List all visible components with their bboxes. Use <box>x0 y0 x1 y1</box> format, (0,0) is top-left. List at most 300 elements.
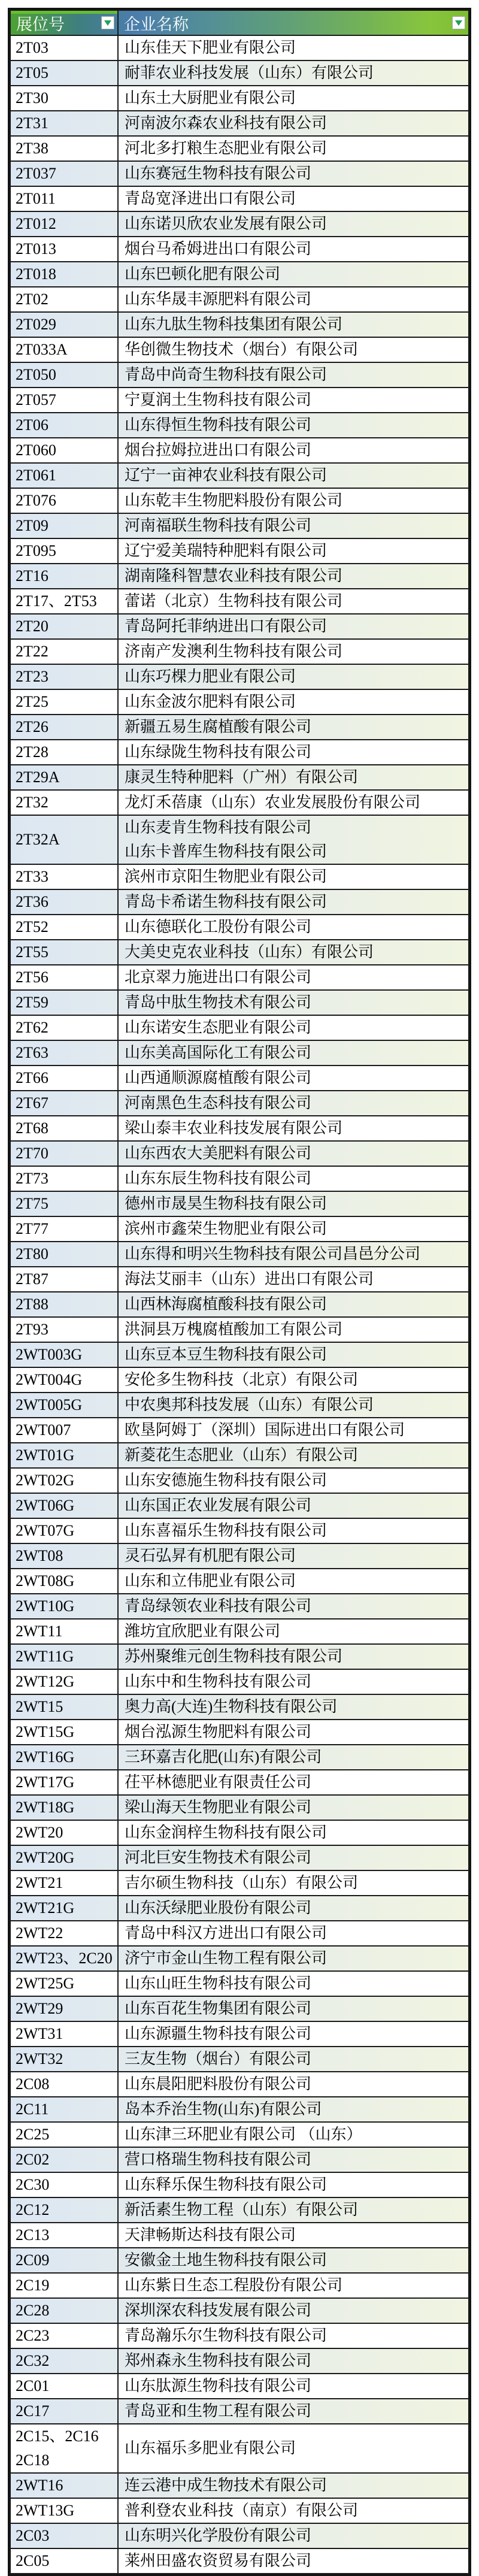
booth-number: 2T057 <box>16 391 56 408</box>
booth-number: 2WT08G <box>16 1572 75 1590</box>
booth-cell <box>10 1116 118 1141</box>
booth-number: 2C28 <box>16 2302 50 2319</box>
booth-cell <box>10 2248 118 2273</box>
company-name: 青岛阿托菲纳进出口有限公司 <box>125 617 328 635</box>
booth-cell <box>10 2072 118 2097</box>
company-cell <box>118 889 469 915</box>
company-cell <box>118 2223 469 2248</box>
booth-number: 2C15、2C16 <box>16 2427 99 2445</box>
company-name: 山东晨阳肥料股份有限公司 <box>125 2075 312 2093</box>
company-name: 青岛中科汉方进出口有限公司 <box>125 1924 328 1942</box>
booth-cell <box>10 990 118 1015</box>
booth-cell <box>10 1367 118 1393</box>
booth-cell <box>10 1091 118 1116</box>
booth-cell <box>10 2122 118 2147</box>
company-name: 山东巴顿化肥有限公司 <box>125 265 281 283</box>
table-row <box>10 488 469 513</box>
company-name: 山东明兴化学股份有限公司 <box>125 2527 312 2544</box>
booth-number: 2T029 <box>16 316 56 333</box>
company-name: 新菱花生态肥业（山东）有限公司 <box>125 1446 359 1464</box>
company-name: 山西通顺源腐植酸有限公司 <box>125 1069 312 1086</box>
booth-cell <box>10 2298 118 2323</box>
table-row <box>10 1367 469 1393</box>
booth-cell <box>10 940 118 965</box>
booth-cell <box>10 111 118 136</box>
booth-cell <box>10 1770 118 1795</box>
company-name: 山东绿陇生物科技有限公司 <box>125 743 312 761</box>
booth-number: 2T59 <box>16 994 48 1011</box>
table-row <box>10 1795 469 1820</box>
table-header <box>10 10 469 35</box>
company-name: 济南产发澳利生物科技有限公司 <box>125 643 343 660</box>
company-cell <box>118 2273 469 2298</box>
company-name: 茌平林德肥业有限责任公司 <box>125 1773 312 1791</box>
company-cell <box>118 1116 469 1141</box>
booth-cell <box>10 35 118 60</box>
booth-cell <box>10 60 118 86</box>
booth-number: 2WT06G <box>16 1497 75 1514</box>
table-row <box>10 1242 469 1267</box>
company-cell <box>118 1242 469 1267</box>
booth-cell <box>10 1669 118 1694</box>
company-cell <box>118 1267 469 1292</box>
company-cell <box>118 1845 469 1870</box>
company-name: 山东中和生物科技有限公司 <box>125 1673 312 1690</box>
company-cell <box>118 211 469 237</box>
company-name: 滨州市鑫荣生物肥业有限公司 <box>125 1220 328 1237</box>
company-cell <box>118 2374 469 2399</box>
table-body <box>10 35 469 2574</box>
company-name: 辽宁一亩神农业科技有限公司 <box>125 467 328 484</box>
booth-number: 2WT10G <box>16 1597 75 1615</box>
table-row <box>10 1015 469 1040</box>
booth-number: 2WT004G <box>16 1371 83 1388</box>
company-cell <box>118 815 469 864</box>
company-name: 华创微生物技术（烟台）有限公司 <box>125 341 359 358</box>
table-row <box>10 815 469 864</box>
company-cell <box>118 2097 469 2122</box>
table-row <box>10 287 469 312</box>
company-cell <box>118 1065 469 1091</box>
table-row <box>10 965 469 990</box>
table-row <box>10 1820 469 1845</box>
table-row <box>10 237 469 262</box>
company-cell <box>118 1443 469 1468</box>
booth-number: 2T67 <box>16 1094 48 1112</box>
booth-number: 2C09 <box>16 2251 50 2269</box>
booth-number: 2C11 <box>16 2100 49 2118</box>
table-row <box>10 463 469 488</box>
booth-number: 2WT17G <box>16 1773 75 1791</box>
company-name: 营口格瑞生物科技有限公司 <box>125 2151 312 2168</box>
table-row <box>10 1065 469 1091</box>
table-row <box>10 362 469 388</box>
company-cell <box>118 1694 469 1720</box>
company-name: 青岛中肽生物技术有限公司 <box>125 994 312 1011</box>
table-row <box>10 337 469 362</box>
company-name: 山东源疆生物科技有限公司 <box>125 2025 312 2042</box>
company-cell <box>118 237 469 262</box>
booth-number: 2T77 <box>16 1220 48 1237</box>
company-name: 安徽金土地生物科技有限公司 <box>125 2251 328 2269</box>
company-cell <box>118 1166 469 1191</box>
company-cell <box>118 715 469 740</box>
booth-cell <box>10 86 118 111</box>
table-row <box>10 990 469 1015</box>
table-row <box>10 1619 469 1644</box>
booth-number: 2T095 <box>16 542 56 559</box>
company-cell <box>118 1342 469 1367</box>
company-name: 山东国正农业发展有限公司 <box>125 1497 312 1514</box>
company-name: 山东福乐多肥业有限公司 <box>125 2439 296 2457</box>
company-cell <box>118 262 469 287</box>
company-name: 三环嘉吉化肥(山东)有限公司 <box>125 1748 322 1766</box>
booth-cell <box>10 1870 118 1896</box>
booth-cell <box>10 312 118 337</box>
table-row <box>10 2223 469 2248</box>
company-name: 山东九肽生物科技集团有限公司 <box>125 316 343 333</box>
company-name: 河南黑色生态科技有限公司 <box>125 1094 312 1112</box>
company-cell <box>118 111 469 136</box>
booth-number: 2T037 <box>16 165 56 182</box>
table-row <box>10 564 469 589</box>
company-name: 山东金润梓生物科技有限公司 <box>125 1824 328 1841</box>
booth-number: 2T02 <box>16 290 48 308</box>
table-row <box>10 1216 469 1242</box>
company-cell <box>118 940 469 965</box>
table-row <box>10 2523 469 2548</box>
table-row <box>10 765 469 790</box>
booth-number: 2WT23、2C20 <box>16 1950 113 1967</box>
company-cell <box>118 60 469 86</box>
company-name: 湖南隆科智慧农业科技有限公司 <box>125 567 343 585</box>
company-cell <box>118 413 469 438</box>
booth-cell <box>10 2147 118 2172</box>
company-name: 山东巧棵力肥业有限公司 <box>125 668 296 685</box>
booth-number: 2T56 <box>16 968 48 986</box>
table-row <box>10 1946 469 1971</box>
booth-cell <box>10 1644 118 1669</box>
company-name: 连云港中成生物技术有限公司 <box>125 2477 328 2494</box>
booth-number: 2T061 <box>16 467 56 484</box>
booth-cell <box>10 1569 118 1594</box>
company-cell <box>118 915 469 940</box>
company-cell <box>118 1569 469 1594</box>
company-name: 新疆五易生腐植酸有限公司 <box>125 718 312 735</box>
booth-cell <box>10 262 118 287</box>
table-row <box>10 2273 469 2298</box>
booth-cell <box>10 790 118 815</box>
company-cell <box>118 664 469 689</box>
company-name: 烟台拉姆拉进出口有限公司 <box>125 441 312 459</box>
company-cell <box>118 1216 469 1242</box>
booth-number: 2WT31 <box>16 2025 63 2042</box>
company-cell <box>118 1191 469 1216</box>
company-name: 山东沃绿肥业股份有限公司 <box>125 1899 312 1917</box>
company-filter-button[interactable] <box>452 16 465 29</box>
company-cell <box>118 86 469 111</box>
table-row <box>10 1418 469 1443</box>
company-name: 山东和立伟肥业有限公司 <box>125 1572 296 1590</box>
company-cell <box>118 1367 469 1393</box>
company-name: 吉尔硕生物科技（山东）有限公司 <box>125 1874 359 1891</box>
company-cell <box>118 2424 469 2473</box>
booth-cell <box>10 2021 118 2047</box>
company-name: 北京翠力施进出口有限公司 <box>125 968 312 986</box>
booth-cell <box>10 614 118 639</box>
booth-cell <box>10 1040 118 1065</box>
booth-cell <box>10 513 118 538</box>
table-row <box>10 614 469 639</box>
table-row <box>10 740 469 765</box>
booth-cell <box>10 1418 118 1443</box>
table-row <box>10 2072 469 2097</box>
company-name: 海法艾丽丰（山东）进出口有限公司 <box>125 1270 374 1288</box>
booth-number: 2T68 <box>16 1119 48 1137</box>
company-name: 梁山泰丰农业科技发展有限公司 <box>125 1119 343 1137</box>
booth-number: 2WT07G <box>16 1522 75 1539</box>
company-cell <box>118 2172 469 2197</box>
booth-number: 2WT21 <box>16 1874 63 1891</box>
booth-cell <box>10 1191 118 1216</box>
booth-cell <box>10 765 118 790</box>
booth-number: 2C19 <box>16 2277 50 2294</box>
company-cell <box>118 1745 469 1770</box>
booth-number: 2T80 <box>16 1245 48 1263</box>
table-row <box>10 1468 469 1493</box>
company-name: 山西林海腐植酸科技有限公司 <box>125 1295 328 1313</box>
company-cell <box>118 1493 469 1518</box>
booth-number: 2T23 <box>16 668 48 685</box>
booth-number: 2C05 <box>16 2552 50 2569</box>
booth-cell <box>10 337 118 362</box>
booth-cell <box>10 1896 118 1921</box>
company-cell <box>118 1896 469 1921</box>
company-cell <box>118 1543 469 1569</box>
company-cell <box>118 740 469 765</box>
booth-cell <box>10 237 118 262</box>
company-cell <box>118 2047 469 2072</box>
company-cell <box>118 965 469 990</box>
table-row <box>10 538 469 564</box>
table-row <box>10 589 469 614</box>
booth-cell <box>10 1720 118 1745</box>
booth-cell <box>10 1820 118 1845</box>
booth-cell <box>10 2424 118 2473</box>
table-row <box>10 1393 469 1418</box>
company-name: 滨州市京阳生物肥业有限公司 <box>125 868 328 885</box>
company-cell <box>118 2197 469 2223</box>
booth-number: 2WT11 <box>16 1623 63 1640</box>
chevron-down-icon <box>455 20 462 26</box>
table-row <box>10 111 469 136</box>
table-row <box>10 1342 469 1367</box>
table-row <box>10 715 469 740</box>
table-row <box>10 2248 469 2273</box>
booth-cell <box>10 1468 118 1493</box>
booth-cell <box>10 1845 118 1870</box>
booth-number: 2T012 <box>16 215 56 232</box>
table-row <box>10 161 469 186</box>
table-row <box>10 1971 469 1996</box>
table-row <box>10 86 469 111</box>
company-name: 大美史克农业科技（山东）有限公司 <box>125 943 374 961</box>
company-cell <box>118 2323 469 2348</box>
booth-cell <box>10 463 118 488</box>
table-row <box>10 1694 469 1720</box>
company-name: 郑州森永生物科技有限公司 <box>125 2352 312 2369</box>
table-row <box>10 2197 469 2223</box>
company-cell <box>118 1795 469 1820</box>
table-row <box>10 1770 469 1795</box>
company-name: 深圳深农科技发展有限公司 <box>125 2302 312 2319</box>
company-cell <box>118 513 469 538</box>
booth-number: 2T013 <box>16 240 56 258</box>
company-cell <box>118 1393 469 1418</box>
booth-cell <box>10 564 118 589</box>
booth-number: 2WT003G <box>16 1346 83 1363</box>
company-name: 安伦多生物科技（北京）有限公司 <box>125 1371 359 1388</box>
company-name: 岛本乔治生物(山东)有限公司 <box>125 2100 322 2118</box>
company-name: 三友生物（烟台）有限公司 <box>125 2050 312 2068</box>
booth-number: 2T06 <box>16 416 48 434</box>
table-row <box>10 1669 469 1694</box>
company-name: 辽宁爱美瑞特种肥料有限公司 <box>125 542 328 559</box>
table-row <box>10 211 469 237</box>
company-cell <box>118 614 469 639</box>
company-cell <box>118 2523 469 2548</box>
booth-cell <box>10 2399 118 2424</box>
table-row <box>10 2473 469 2498</box>
booth-number: 2WT20 <box>16 1824 63 1841</box>
booth-cell <box>10 2223 118 2248</box>
booth-number: 2WT007 <box>16 1421 71 1439</box>
company-cell <box>118 2072 469 2097</box>
booth-cell <box>10 1317 118 1342</box>
table-row <box>10 1518 469 1543</box>
booth-cell <box>10 815 118 864</box>
booth-cell <box>10 2523 118 2548</box>
booth-number: 2T70 <box>16 1145 48 1162</box>
company-name: 山东诺贝欣农业发展有限公司 <box>125 215 328 232</box>
company-cell <box>118 161 469 186</box>
table-row <box>10 2374 469 2399</box>
booth-number: 2T25 <box>16 693 48 710</box>
booth-number: 2WT18G <box>16 1799 75 1816</box>
booth-number: 2WT01G <box>16 1446 75 1464</box>
company-name: 康灵生特种肥料（广州）有限公司 <box>125 768 359 786</box>
table-row <box>10 689 469 715</box>
company-cell <box>118 337 469 362</box>
company-cell <box>118 1921 469 1946</box>
company-cell <box>118 2298 469 2323</box>
company-name: 天津畅斯达科技有限公司 <box>125 2226 296 2244</box>
table-row <box>10 1870 469 1896</box>
company-name: 灵石弘昇有机肥有限公司 <box>125 1547 296 1564</box>
table-row <box>10 2399 469 2424</box>
booth-cell <box>10 1267 118 1292</box>
booth-number: 2WT22 <box>16 1924 63 1942</box>
company-name: 山东美高国际化工有限公司 <box>125 1044 312 1061</box>
booth-number: 2C30 <box>16 2176 50 2193</box>
company-cell <box>118 2548 469 2574</box>
company-name: 蕾诺（北京）生物科技有限公司 <box>125 592 343 610</box>
booth-number: 2T05 <box>16 64 48 81</box>
table-row <box>10 1141 469 1166</box>
table-row <box>10 1921 469 1946</box>
booth-cell <box>10 915 118 940</box>
booth-number: 2WT12G <box>16 1673 75 1690</box>
table-row <box>10 1267 469 1292</box>
company-name: 德州市晟昊生物科技有限公司 <box>125 1195 328 1212</box>
company-name: 青岛卡希诺生物科技有限公司 <box>125 893 328 910</box>
company-name: 青岛绿领农业科技有限公司 <box>125 1597 312 1615</box>
company-name: 山东安德施生物科技有限公司 <box>125 1472 328 1489</box>
booth-cell <box>10 1141 118 1166</box>
company-name: 青岛中尚奇生物科技有限公司 <box>125 366 328 383</box>
company-cell <box>118 765 469 790</box>
company-name: 山东山旺生物科技有限公司 <box>125 1975 312 1992</box>
table-row <box>10 388 469 413</box>
booth-number: 2WT20G <box>16 1849 75 1866</box>
booth-filter-button[interactable] <box>101 16 114 29</box>
booth-cell <box>10 740 118 765</box>
booth-number: 2T17、2T53 <box>16 592 97 610</box>
company-name: 青岛宽泽进出口有限公司 <box>125 190 296 207</box>
booth-cell <box>10 1594 118 1619</box>
company-name: 山东金波尔肥料有限公司 <box>125 693 296 710</box>
table-row <box>10 35 469 60</box>
company-cell <box>118 864 469 889</box>
booth-cell <box>10 889 118 915</box>
booth-cell <box>10 538 118 564</box>
table-row <box>10 438 469 463</box>
table-row <box>10 1569 469 1594</box>
company-cell <box>118 438 469 463</box>
header-booth-cell <box>10 10 118 35</box>
booth-number: 2T28 <box>16 743 48 761</box>
company-cell <box>118 388 469 413</box>
booth-number: 2T26 <box>16 718 48 735</box>
booth-cell <box>10 715 118 740</box>
booth-number: 2WT005G <box>16 1396 83 1413</box>
company-name: 耐菲农业科技发展（山东）有限公司 <box>125 64 374 81</box>
company-cell <box>118 136 469 161</box>
table-row <box>10 1292 469 1317</box>
company-name: 中农奥邦科技发展（山东）有限公司 <box>125 1396 374 1413</box>
company-cell <box>118 2399 469 2424</box>
booth-cell <box>10 388 118 413</box>
company-cell <box>118 2248 469 2273</box>
booth-number: 2T060 <box>16 441 56 459</box>
company-name: 山东赛冠生物科技有限公司 <box>125 165 312 182</box>
company-cell <box>118 186 469 211</box>
company-name: 山东麦肯生物科技有限公司 <box>125 819 312 836</box>
booth-number: 2T87 <box>16 1270 48 1288</box>
company-name: 潍坊宜欣肥业有限公司 <box>125 1623 281 1640</box>
exhibitor-table <box>8 8 471 2576</box>
booth-number: 2WT25G <box>16 1975 75 1992</box>
booth-cell <box>10 413 118 438</box>
company-cell <box>118 35 469 60</box>
booth-number: 2C02 <box>16 2151 50 2168</box>
table-row <box>10 1493 469 1518</box>
table-row <box>10 413 469 438</box>
booth-number: 2T32 <box>16 794 48 811</box>
company-name: 河北巨安生物技术有限公司 <box>125 1849 312 1866</box>
booth-cell <box>10 1543 118 1569</box>
booth-cell <box>10 2323 118 2348</box>
